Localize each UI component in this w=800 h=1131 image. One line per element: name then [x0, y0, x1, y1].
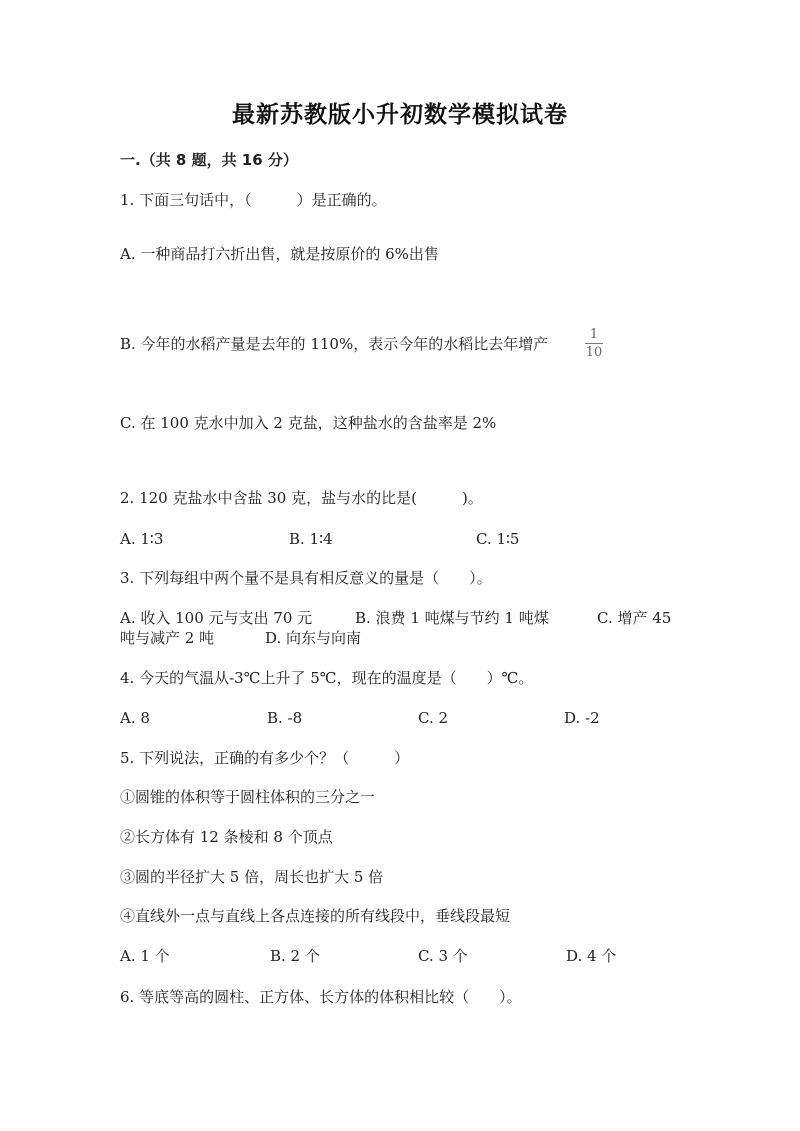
fraction-denominator: 10	[585, 345, 603, 360]
question-5-statement-4: ④直线外一点与直线上各点连接的所有线段中，垂线段最短	[120, 907, 511, 925]
question-3-option-d: D. 向东与向南	[265, 629, 362, 647]
question-1-stem: 1. 下面三句话中，（ ）是正确的。	[120, 191, 387, 209]
question-4-stem: 4. 今天的气温从-3℃上升了 5℃，现在的温度是（ ）℃。	[120, 669, 534, 687]
question-5-option-a: A. 1 个	[120, 947, 170, 965]
question-1-option-c: C. 在 100 克水中加入 2 克盐，这种盐水的含盐率是 2%	[120, 414, 497, 432]
question-3-option-a: A. 收入 100 元与支出 70 元	[120, 609, 313, 627]
question-2-stem: 2. 120 克盐水中含盐 30 克，盐与水的比是( )。	[120, 489, 483, 507]
question-5-option-b: B. 2 个	[270, 947, 320, 965]
question-3-option-b: B. 浪费 1 吨煤与节约 1 吨煤	[355, 609, 549, 627]
question-5-stem: 5. 下列说法，正确的有多少个？（ ）	[120, 749, 410, 767]
fraction-numerator: 1	[589, 327, 599, 342]
question-4-option-b: B. -8	[267, 709, 303, 727]
section-heading: 一.（共 8 题，共 16 分）	[120, 151, 298, 169]
question-5-statement-3: ③圆的半径扩大 5 倍，周长也扩大 5 倍	[120, 868, 384, 886]
question-3-option-c-continued: 吨与减产 2 吨	[120, 629, 215, 647]
page-title: 最新苏教版小升初数学模拟试卷	[232, 102, 568, 128]
question-5-option-c: C. 3 个	[418, 947, 468, 965]
question-2-option-c: C. 1∶5	[476, 530, 520, 548]
question-1-option-a: A. 一种商品打六折出售，就是按原价的 6%出售	[120, 245, 439, 263]
question-4-option-c: C. 2	[418, 709, 449, 727]
question-5-option-d: D. 4 个	[566, 947, 617, 965]
question-1-option-b: B. 今年的水稻产量是去年的 110%，表示今年的水稻比去年增产	[120, 335, 549, 353]
question-5-statement-1: ①圆锥的体积等于圆柱体积的三分之一	[120, 788, 376, 806]
fraction-one-tenth	[585, 327, 603, 360]
question-4-option-a: A. 8	[120, 709, 150, 727]
question-3-stem: 3. 下列每组中两个量不是具有相反意义的量是（ ）。	[120, 569, 492, 587]
question-5-statement-2: ②长方体有 12 条棱和 8 个顶点	[120, 828, 333, 846]
question-4-option-d: D. -2	[564, 709, 600, 727]
question-6-stem: 6. 等底等高的圆柱、正方体、长方体的体积相比较（ ）。	[120, 988, 522, 1006]
fraction-bar	[585, 343, 603, 344]
question-3-option-c: C. 增产 45	[597, 609, 672, 627]
question-2-option-a: A. 1∶3	[120, 530, 164, 548]
question-2-option-b: B. 1∶4	[289, 530, 333, 548]
